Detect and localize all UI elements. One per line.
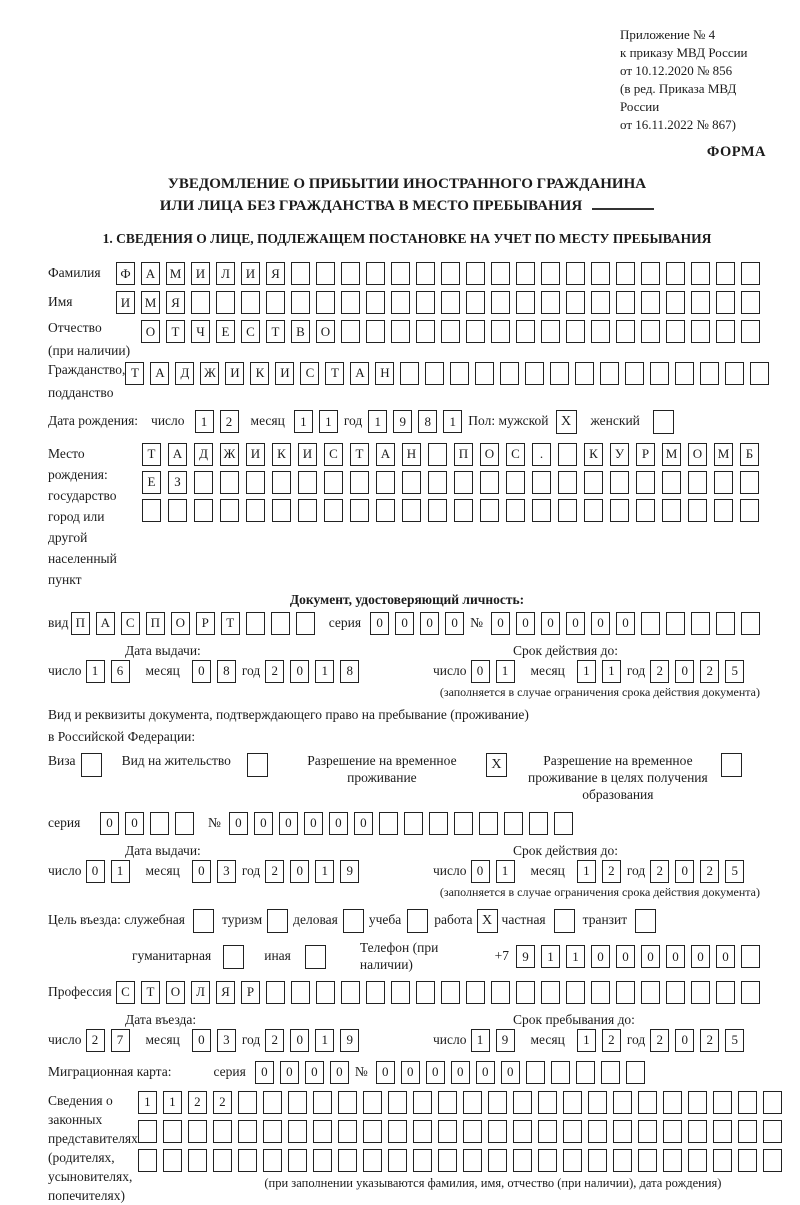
residence-doc-line2: в Российской Федерации: bbox=[48, 729, 196, 745]
humanitarian-label: гуманитарная bbox=[132, 948, 212, 964]
given-name-cells[interactable]: И М Я bbox=[116, 291, 766, 314]
entry-year-cells[interactable]: 2 0 1 9 bbox=[265, 1029, 365, 1052]
surname-cells[interactable]: Ф А М И Л И Я bbox=[116, 262, 766, 285]
transit-label: транзит bbox=[582, 912, 628, 928]
temp-residence-checkbox[interactable]: X bbox=[486, 753, 507, 777]
res-valid-year-cells[interactable]: 2 0 2 5 bbox=[650, 860, 750, 883]
stay-month-cells[interactable]: 1 2 bbox=[577, 1029, 627, 1052]
stay-year-cells[interactable]: 2 0 2 5 bbox=[650, 1029, 750, 1052]
entry-day-cells[interactable]: 2 7 bbox=[86, 1029, 136, 1052]
given-name-row bbox=[48, 291, 766, 314]
valid-until-label: Срок действия до: bbox=[513, 642, 618, 658]
other-purpose-label: иная bbox=[264, 948, 291, 964]
doc-number-cells[interactable]: 0 0 0 0 0 0 bbox=[491, 612, 766, 635]
identity-doc-row bbox=[48, 612, 766, 635]
day-label: число bbox=[433, 1031, 467, 1047]
patronymic-label: Отчество bbox=[48, 320, 102, 335]
representatives-label-6: попечителях) bbox=[48, 1187, 125, 1203]
res-date-heads bbox=[48, 843, 766, 859]
valid-until-label: Срок действия до: bbox=[513, 842, 618, 858]
series-label: серия bbox=[48, 814, 81, 830]
res-issue-year-cells[interactable]: 2 0 1 9 bbox=[265, 860, 365, 883]
birth-place-label-1: Место рождения: bbox=[48, 445, 108, 482]
id-dates-row bbox=[48, 660, 766, 683]
res-valid-group bbox=[433, 860, 750, 883]
month-label: месяц bbox=[250, 413, 285, 429]
patronymic-label-block bbox=[48, 320, 141, 360]
residence-doc-line1: Вид и реквизиты документа, подтверждающего право на пребывание (проживание) bbox=[48, 706, 529, 722]
ref-line: (в ред. Приказа МВД России bbox=[620, 81, 737, 114]
representatives-cells-1[interactable]: 1 1 2 2 bbox=[138, 1091, 788, 1114]
id-valid-group bbox=[433, 660, 750, 683]
migration-number-cells[interactable]: 0 0 0 0 0 0 bbox=[376, 1061, 651, 1084]
stay-until-label: Срок пребывания до: bbox=[513, 1011, 635, 1027]
citizenship-label-1: Гражданство, bbox=[48, 361, 126, 377]
doc-series-cells[interactable]: 0 0 0 0 bbox=[370, 612, 470, 635]
validity-note: (заполняется в случае ограничения срока действия документа) bbox=[439, 884, 760, 899]
entry-date-heads bbox=[48, 1012, 766, 1028]
birth-place-cells-3[interactable] bbox=[142, 499, 766, 522]
number-sign: № bbox=[208, 814, 221, 830]
surname-label: Фамилия bbox=[48, 265, 101, 281]
res-number-cells[interactable]: 0 0 0 0 0 0 bbox=[229, 812, 579, 835]
doc-type-cells[interactable]: П А С П О Р Т bbox=[71, 612, 321, 635]
birth-place-label-3: город или другой bbox=[48, 508, 105, 545]
residence-doc-series-row bbox=[48, 812, 766, 835]
birth-place-label-4: населенный пункт bbox=[48, 550, 117, 587]
stay-until-group bbox=[433, 1029, 750, 1052]
birth-place-cells-block bbox=[142, 443, 766, 522]
sex-male-checkbox[interactable]: X bbox=[556, 410, 577, 434]
purpose-study-checkbox[interactable] bbox=[407, 909, 428, 933]
ref-line: Приложение № 4 bbox=[620, 27, 716, 42]
patronymic-cells[interactable]: О Т Ч Е С Т В О bbox=[141, 320, 766, 343]
migration-series-cells[interactable]: 0 0 0 0 bbox=[255, 1061, 355, 1084]
migration-card-label: Миграционная карта: bbox=[48, 1063, 172, 1079]
birth-date-row bbox=[48, 410, 766, 434]
temp-residence-label: Разрешение на временное проживание bbox=[307, 753, 457, 786]
id-issue-month-cells[interactable]: 0 8 bbox=[192, 660, 242, 683]
residence-doc-options-row bbox=[48, 753, 766, 804]
purpose-business-checkbox[interactable] bbox=[343, 909, 364, 933]
purpose-label: Цель въезда: служебная bbox=[48, 912, 185, 928]
id-issue-day-cells[interactable]: 1 6 bbox=[86, 660, 136, 683]
year-label: год bbox=[241, 1031, 261, 1047]
patronymic-row bbox=[48, 320, 766, 360]
business-label: деловая bbox=[293, 912, 338, 928]
private-label: частная bbox=[501, 912, 546, 928]
citizenship-row bbox=[48, 362, 766, 402]
citizenship-label-2: подданство bbox=[48, 384, 114, 400]
purpose-work-checkbox[interactable]: X bbox=[477, 909, 498, 933]
res-dates-row bbox=[48, 860, 766, 883]
day-label: число bbox=[48, 662, 82, 678]
id-issue-year-cells[interactable]: 2 0 1 8 bbox=[265, 660, 365, 683]
day-label: число bbox=[48, 1031, 82, 1047]
phone-cells[interactable]: 9 1 1 0 0 0 0 0 0 bbox=[516, 945, 766, 968]
migration-card-row bbox=[48, 1061, 766, 1084]
residence-permit-checkbox[interactable] bbox=[247, 753, 268, 777]
entry-date-label: Дата въезда: bbox=[125, 1011, 197, 1027]
surname-row bbox=[48, 262, 766, 285]
profession-row bbox=[48, 981, 766, 1004]
representatives-label-2: законных bbox=[48, 1111, 103, 1127]
day-label: число bbox=[433, 862, 467, 878]
representatives-label-block bbox=[48, 1091, 138, 1205]
representatives-cells-3[interactable] bbox=[138, 1149, 788, 1172]
visa-checkbox[interactable] bbox=[81, 753, 102, 777]
blank-underline bbox=[592, 196, 654, 210]
birth-place-cells-2[interactable]: Е З bbox=[142, 471, 766, 494]
temp-residence-edu-checkbox[interactable] bbox=[721, 753, 742, 777]
res-valid-day-cells[interactable]: 0 1 bbox=[471, 860, 521, 883]
purpose-phone-row bbox=[48, 940, 766, 974]
given-name-label: Имя bbox=[48, 294, 73, 310]
day-label: число bbox=[151, 413, 185, 429]
validity-note: (заполняется в случае ограничения срока действия документа) bbox=[439, 684, 760, 699]
month-label: месяц bbox=[530, 662, 565, 678]
year-label: год bbox=[343, 413, 363, 429]
stay-day-cells[interactable]: 1 9 bbox=[471, 1029, 521, 1052]
month-label: месяц bbox=[145, 1031, 180, 1047]
id-valid-month-cells[interactable]: 1 1 bbox=[577, 660, 627, 683]
profession-label: Профессия bbox=[48, 983, 112, 999]
birth-place-label-2: государство bbox=[48, 487, 117, 503]
representatives-label-1: Сведения о bbox=[48, 1092, 113, 1108]
representatives-label-4: (родителях, bbox=[48, 1149, 115, 1165]
citizenship-label-block bbox=[48, 362, 125, 402]
number-sign: № bbox=[354, 1063, 368, 1079]
purpose-tourism-checkbox[interactable] bbox=[267, 909, 288, 933]
series-label: серия bbox=[213, 1063, 246, 1079]
tourism-label: туризм bbox=[222, 912, 263, 928]
study-label: учеба bbox=[368, 912, 402, 928]
birth-year-cells[interactable]: 1 9 8 1 bbox=[368, 410, 468, 433]
entry-date-group bbox=[48, 1029, 433, 1052]
purpose-humanitarian-checkbox[interactable] bbox=[223, 945, 244, 969]
year-label: год bbox=[626, 1031, 646, 1047]
citizenship-cells[interactable]: Т А Д Ж И К И С Т А Н bbox=[125, 362, 775, 385]
birth-date-label: Дата рождения: bbox=[48, 413, 139, 429]
month-label: месяц bbox=[145, 662, 180, 678]
birth-day-cells[interactable]: 1 2 bbox=[195, 410, 245, 433]
doc-type-label: вид bbox=[48, 614, 69, 630]
res-issue-month-cells[interactable]: 0 3 bbox=[192, 860, 242, 883]
ref-line: от 10.12.2020 № 856 bbox=[620, 63, 733, 78]
reference-block bbox=[620, 26, 766, 134]
series-label: серия bbox=[328, 614, 362, 630]
purpose-private-checkbox[interactable] bbox=[554, 909, 575, 933]
phone-label: Телефон (при наличии) bbox=[359, 939, 439, 972]
sex-female-label: женский bbox=[590, 413, 640, 429]
representatives-note: (при заполнении указываются фамилия, имя, отчество (при наличии), дата рождения) bbox=[264, 1175, 722, 1190]
month-label: месяц bbox=[530, 1031, 565, 1047]
year-label: год bbox=[241, 862, 261, 878]
purpose-other-checkbox[interactable] bbox=[305, 945, 326, 969]
birth-place-cells-1[interactable]: Т А Д Ж И К И С Т А Н П О С . К У Р М О М Б bbox=[142, 443, 766, 466]
section1-heading: 1. СВЕДЕНИЯ О ЛИЦЕ, ПОДЛЕЖАЩЕМ ПОСТАНОВКЕ НА УЧЕТ ПО МЕСТУ ПРЕБЫВАНИЯ bbox=[102, 231, 712, 246]
issue-date-label: Дата выдачи: bbox=[125, 842, 201, 858]
day-label: число bbox=[433, 662, 467, 678]
year-label: год bbox=[241, 662, 261, 678]
res-issue-day-cells[interactable]: 0 1 bbox=[86, 860, 136, 883]
birth-month-cells[interactable]: 1 1 bbox=[294, 410, 344, 433]
work-label: работа bbox=[434, 912, 473, 928]
representatives-cells-2[interactable] bbox=[138, 1120, 788, 1143]
issue-date-label: Дата выдачи: bbox=[125, 642, 201, 658]
phone-prefix: +7 bbox=[494, 948, 509, 964]
ref-line: от 16.11.2022 № 867) bbox=[620, 117, 737, 132]
id-valid-year-cells[interactable]: 2 0 2 5 bbox=[650, 660, 750, 683]
representatives-label-3: представителях bbox=[48, 1130, 138, 1146]
entry-dates-row bbox=[48, 1029, 766, 1052]
ref-line: к приказу МВД России bbox=[620, 45, 748, 60]
month-label: месяц bbox=[145, 862, 180, 878]
id-issue-group bbox=[48, 660, 433, 683]
temp-residence-edu-label: Разрешение на временное проживание в целях получения образования bbox=[528, 753, 708, 802]
day-label: число bbox=[48, 862, 82, 878]
visa-label: Виза bbox=[48, 753, 76, 769]
id-valid-day-cells[interactable]: 0 1 bbox=[471, 660, 521, 683]
birth-place-row bbox=[48, 443, 766, 590]
form-title-line2: ИЛИ ЛИЦА БЕЗ ГРАЖДАНСТВА В МЕСТО ПРЕБЫВАНИЯ bbox=[48, 195, 766, 217]
representatives-row bbox=[48, 1091, 766, 1205]
month-label: месяц bbox=[530, 862, 565, 878]
profession-cells[interactable]: С Т О Л Я Р bbox=[116, 981, 766, 1004]
form-title-line1: УВЕДОМЛЕНИЕ О ПРИБЫТИИ ИНОСТРАННОГО ГРАЖДАНИНА bbox=[167, 176, 647, 192]
year-label: год bbox=[626, 662, 646, 678]
purpose-transit-checkbox[interactable] bbox=[635, 909, 656, 933]
purpose-official-checkbox[interactable] bbox=[193, 909, 214, 933]
representatives-cells-block bbox=[138, 1091, 788, 1191]
forma-label: ФОРМА bbox=[706, 144, 766, 160]
sex-female-checkbox[interactable] bbox=[653, 410, 674, 434]
res-issue-group bbox=[48, 860, 433, 883]
entry-month-cells[interactable]: 0 3 bbox=[192, 1029, 242, 1052]
res-valid-month-cells[interactable]: 1 2 bbox=[577, 860, 627, 883]
patronymic-note: (при наличии) bbox=[48, 342, 131, 358]
entry-purpose-row bbox=[48, 909, 766, 933]
id-date-heads bbox=[48, 643, 766, 659]
res-series-cells[interactable]: 0 0 bbox=[100, 812, 200, 835]
representatives-label-5: усыновителях, bbox=[48, 1168, 133, 1184]
form-title bbox=[48, 173, 766, 217]
number-sign: № bbox=[470, 614, 483, 630]
year-label: год bbox=[626, 862, 646, 878]
birth-place-label-block bbox=[48, 443, 142, 590]
identity-doc-heading: Документ, удостоверяющий личность: bbox=[289, 591, 525, 607]
sex-male-label: Пол: мужской bbox=[468, 413, 549, 429]
residence-permit-label: Вид на жительство bbox=[121, 753, 231, 769]
